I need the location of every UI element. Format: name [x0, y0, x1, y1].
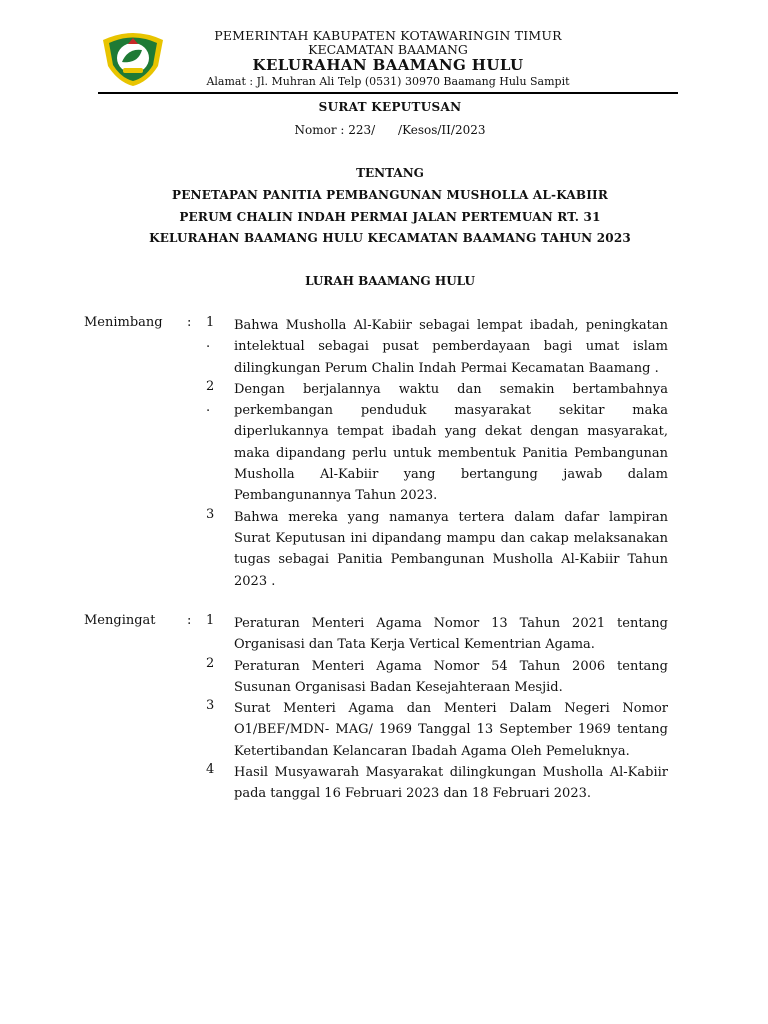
- village-name: KELURAHAN BAAMANG HULU: [252, 56, 524, 74]
- item-text: Surat Menteri Agama dan Menteri Dalam Negeri Nomor O1/BEF/MDN- MAG/ 1969 Tanggal 13 September 1969 tentang Ketertibandan Kelancaran Ibadah Agama Oleh Pemeluknya.: [234, 701, 668, 759]
- list-item: [84, 762, 668, 805]
- list-item: [84, 379, 668, 507]
- item-text: Peraturan Menteri Agama Nomor 54 Tahun 2006 tentang Susunan Organisasi Badan Kesejahteraan Mesjid.: [234, 658, 668, 695]
- menimbang-section: [84, 315, 668, 592]
- document-number: Nomor : 223/ /Kesos/II/2023: [294, 123, 486, 137]
- item-text: Dengan berjalannya waktu dan semakin bertambahnya perkembangan penduduk masyarakat sekitar maka diperlukannya tempat ibadah yang dekat dengan masyarakat, maka dipandang perlu untuk membentuk Panitia Pembangunan Musholla Al-Kabiir yang bertangung jawab dalam Pembangunannya Tahun 2023.: [234, 381, 668, 504]
- item-number: 3: [206, 506, 215, 522]
- item-text: Hasil Musyawarah Masyarakat dilingkungan Musholla Al-Kabiir pada tanggal 16 Februari 2023 dan 18 Februari 2023.: [234, 765, 668, 802]
- subject-line-1: PENETAPAN PANITIA PEMBANGUNAN MUSHOLLA AL-KABIIR: [171, 188, 609, 202]
- section-label: Menimbang: [84, 315, 163, 330]
- district-name: KECAMATAN BAAMANG: [308, 42, 468, 57]
- item-number: 4: [206, 762, 215, 778]
- list-item: [84, 315, 668, 379]
- item-number: 2: [206, 655, 215, 671]
- item-number: 3: [206, 698, 215, 714]
- item-number: 1: [206, 315, 215, 330]
- item-text: Bahwa Musholla Al-Kabiir sebagai lempat ibadah, peningkatan intelektual sebagai pusat pemberdayaan bagi umat islam dilingkungan Perum Chalin Indah Permai Kecamatan Baamang .: [234, 318, 668, 376]
- subject-line-2: PERUM CHALIN INDAH PERMAI JALAN PERTEMUAN RT. 31: [179, 210, 601, 224]
- item-text: Peraturan Menteri Agama Nomor 13 Tahun 2021 tentang Organisasi dan Tata Kerja Vertical Kementrian Agama.: [234, 616, 668, 653]
- tentang-heading: TENTANG: [356, 166, 424, 180]
- office-address: Alamat : Jl. Muhran Ali Telp (0531) 30970 Baamang Hulu Sampit: [206, 75, 570, 88]
- item-text: Bahwa mereka yang namanya tertera dalam dafar lampiran Surat Keputusan ini dipandang mampu dan cakap melaksanakan tugas sebagai Panitia Pembangunan Musholla Al-Kabiir Tahun 2023 .: [234, 509, 668, 589]
- section-label: Mengingat: [84, 613, 156, 628]
- subject-line-3: KELURAHAN BAAMANG HULU KECAMATAN BAAMANG TAHUN 2023: [149, 231, 631, 245]
- section-colon: :: [187, 315, 192, 330]
- list-item: [84, 613, 668, 656]
- regency-emblem-icon: [98, 28, 168, 88]
- letterhead-divider: [98, 92, 678, 94]
- government-name: PEMERINTAH KABUPATEN KOTAWARINGIN TIMUR: [214, 28, 562, 43]
- mengingat-section: [84, 613, 668, 805]
- list-item: [84, 507, 668, 592]
- issuing-official: LURAH BAAMANG HULU: [305, 274, 475, 288]
- list-item: [84, 698, 668, 762]
- item-number: 2: [206, 378, 215, 394]
- item-dot: .: [206, 336, 211, 352]
- item-dot: .: [206, 400, 211, 416]
- document-type: SURAT KEPUTUSAN: [318, 100, 462, 114]
- list-item: [84, 656, 668, 699]
- item-number: 1: [206, 613, 215, 628]
- section-colon: :: [187, 613, 192, 628]
